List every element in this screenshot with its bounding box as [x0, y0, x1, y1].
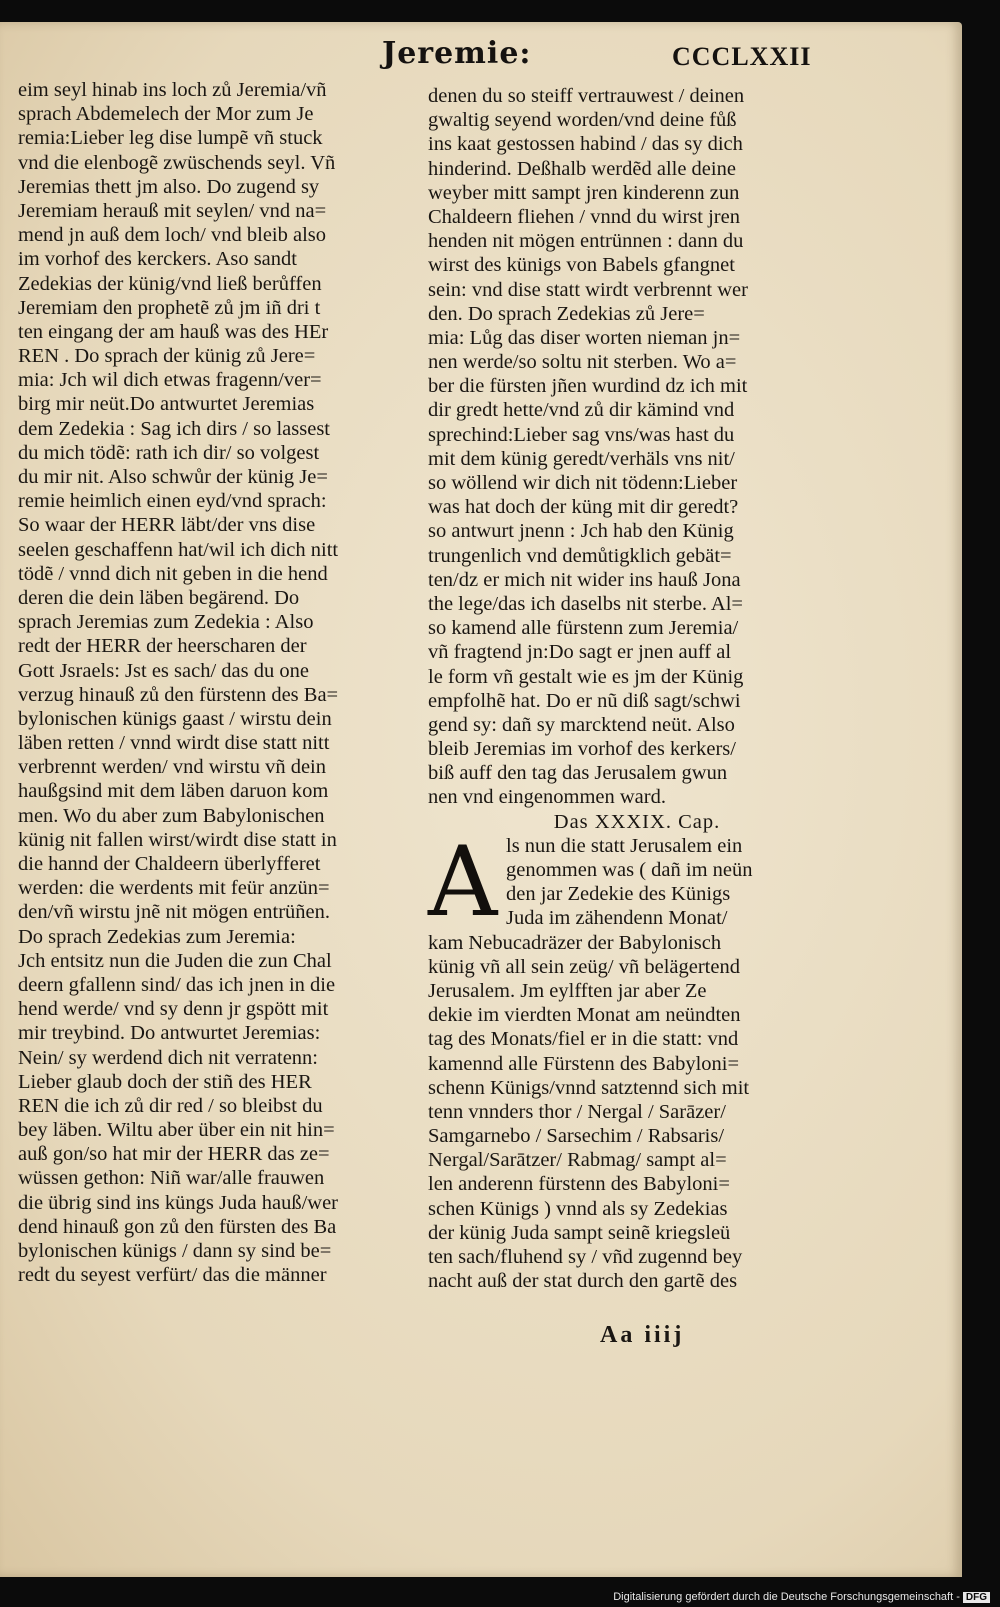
text-line: mit dem künig geredt/verhäls vns nit/ — [428, 447, 735, 470]
text-line: kamennd alle Fürstenn des Babyloni= — [428, 1052, 740, 1075]
text-line: mir treybind. Do antwurtet Jeremias: — [18, 1022, 321, 1045]
text-line: deern gfallenn sind/ das ich jnen in die — [18, 973, 336, 996]
digitization-footer — [613, 1591, 990, 1603]
drop-cap-initial: A — [428, 825, 498, 938]
text-line: künig nit fallen wirst/wirdt dise statt in — [18, 828, 337, 851]
text-line: denen du so steiff vertrauwest / deinen — [428, 85, 745, 107]
text-line: redt du seyest verfürt/ das die männer — [18, 1264, 327, 1287]
text-line: die übrig sind ins küngs Juda hauß/wer — [18, 1191, 338, 1214]
chapter-opening — [428, 825, 806, 1294]
text-line: ls nun die statt Jerusalem ein — [506, 834, 743, 857]
text-line: auß gon/so hat mir der HERR das ze= — [18, 1143, 330, 1166]
text-line: Jeremias thett jm also. Do zugend sy — [18, 175, 320, 198]
text-line: Nergal/Sarātzer/ Rabmag/ sampt al= — [428, 1149, 727, 1172]
text-line: Gott Jsraels: Jst es sach/ das du one — [18, 659, 309, 682]
text-line: Samgarnebo / Sarsechim / Rabsaris/ — [428, 1125, 725, 1148]
text-line: dem Zedekia : Sag ich dirs / so lassest — [18, 417, 330, 440]
text-line: bey läben. Wiltu aber über ein nit hin= — [18, 1119, 335, 1142]
text-line: vnd die elenbogẽ zwüschends seyl. Vñ — [18, 151, 336, 174]
text-line: le form vñ gestalt wie es jm der Künig — [428, 665, 744, 688]
text-line: im vorhof des kerckers. Aso sandt — [18, 248, 297, 271]
text-line: ins kaat gestossen habind / das sy dich — [428, 133, 743, 156]
text-line: nacht auß der stat durch den gartẽ des — [428, 1270, 738, 1293]
text-line: trungenlich vnd demůtigklich gebät= — [428, 544, 732, 567]
text-line: ten eingang der am hauß was des HEr — [18, 320, 329, 343]
text-line: wirst des künigs von Babels gfangnet — [428, 254, 735, 277]
text-line: men. Wo du aber zum Babylonischen — [18, 804, 325, 827]
text-line: was hat doch der küng mit dir geredt? — [428, 496, 739, 519]
text-line: hend werde/ vnd sy denn jr gspött mit — [18, 998, 329, 1021]
text-line: remia:Lieber leg dise lumpẽ vñ stuck — [18, 127, 323, 150]
text-line: Lieber glaub doch der stiñ des HER — [18, 1070, 312, 1093]
text-line: schen Künigs ) vnnd als sy Zedekias — [428, 1197, 728, 1220]
text-line: gend sy: dañ sy marcktend neüt. Also — [428, 713, 735, 736]
text-line: birg mir neüt.Do antwurtet Jeremias — [18, 393, 315, 416]
text-line: empfolhẽ hat. Do er nũ diß sagt/schwi — [428, 689, 741, 712]
text-line: bleib Jeremias im vorhof des kerkers/ — [428, 738, 736, 761]
text-line: genommen was ( dañ im neün — [506, 859, 753, 881]
text-line: Nein/ sy werdend dich nit verratenn: — [18, 1046, 319, 1069]
dfg-logo: DFG — [963, 1592, 990, 1603]
text-line: bylonischen künigs / dann sy sind be= — [18, 1240, 332, 1262]
text-line: remie heimlich einen eyd/vnd sprach: — [18, 490, 327, 513]
text-line: künig vñ all sein zeüg/ vñ belägertend — [428, 955, 740, 978]
text-line: ten/dz er mich nit wider ins hauß Jona — [428, 568, 741, 591]
text-line: eim seyl hinab ins loch zů Jeremia/vñ — [18, 79, 327, 101]
text-line: So waar der HERR läbt/der vns dise — [18, 514, 316, 537]
text-line: sprach Abdemelech der Mor zum Je — [18, 103, 314, 126]
text-line: Juda im zähendenn Monat/ — [506, 907, 728, 930]
text-line: tag des Monats/fiel er in die statt: vnd — [428, 1028, 739, 1051]
right-column-top-text — [428, 84, 806, 810]
text-line: dend hinauß gon zů den fürsten des Ba — [18, 1215, 337, 1238]
text-line: seelen geschaffenn hat/wil ich dich nitt — [18, 538, 339, 561]
text-line: so kamend alle fürstenn zum Jeremia/ — [428, 617, 739, 640]
text-line: werden: die werdents mit feür anzün= — [18, 877, 330, 900]
text-line: deren die dein läben begärend. Do — [18, 586, 300, 609]
text-line: redt der HERR der heerscharen der — [18, 635, 307, 658]
text-line: haußgsind mit dem läben daruon kom — [18, 780, 329, 803]
text-line: vñ fragtend jn:Do sagt er jnen auff al — [428, 641, 732, 664]
text-line: wüssen gethon: Niñ war/alle frauwen — [18, 1167, 325, 1190]
text-line: den jar Zedekie des Künigs — [506, 883, 731, 906]
text-line: dekie im vierdten Monat am neündten — [428, 1004, 741, 1027]
text-line: tödẽ / vnnd dich nit geben in die hend — [18, 562, 328, 585]
text-line: sprechind:Lieber sag vns/was hast du — [428, 423, 735, 446]
text-line: hinderind. Deßhalb werdẽd alle deine — [428, 157, 736, 180]
text-line: mia: Jch wil dich etwas fragenn/ver= — [18, 369, 322, 392]
text-line: sein: vnd dise statt wirdt verbrennt wer — [428, 278, 748, 301]
text-line: len anderenn fürstenn des Babyloni= — [428, 1173, 730, 1196]
text-line: schenn Künigs/vnnd satztennd sich mit — [428, 1076, 750, 1099]
folio-number: CCCLXXII — [672, 42, 812, 71]
text-line: Jeremiam den prophetẽ zů jm iñ dri t — [18, 296, 321, 319]
text-line: mia: Lůg das diser worten nieman jn= — [428, 326, 741, 349]
chapter-heading: Das XXXIX. Cap. — [553, 810, 721, 833]
text-line: Jerusalem. Jm eylfften jar aber Ze — [428, 979, 707, 1002]
text-line: REN . Do sprach der künig zů Jere= — [18, 345, 316, 368]
text-line: so wöllend wir dich nit tödenn:Lieber — [428, 472, 738, 494]
text-line: so antwurt jnenn : Jch hab den Künig — [428, 520, 734, 543]
right-text-column — [428, 84, 806, 1293]
text-line: Chaldeern fliehen / vnnd du wirst jren — [428, 205, 740, 228]
text-line: Zedekias der künig/vnd ließ berůffen — [18, 272, 322, 295]
text-line: REN die ich zů dir red / so bleibst du — [18, 1094, 323, 1117]
text-line: weyber mitt sampt jren kinderenn zun — [428, 181, 740, 204]
text-line: tenn vnnders thor / Nergal / Sarāzer/ — [428, 1100, 726, 1123]
footer-text: Digitalisierung gefördert durch die Deutsche Forschungsgemeinschaft - — [613, 1591, 960, 1603]
text-line: Do sprach Zedekias zum Jeremia: — [18, 925, 296, 948]
text-line: ten sach/fluhend sy / vñd zugennd bey — [428, 1246, 743, 1268]
signature-mark: Aa iiij — [600, 1322, 685, 1348]
text-line: du mir nit. Also schwůr der künig Je= — [18, 466, 328, 488]
text-line: nen vnd eingenommen ward. — [428, 786, 666, 809]
text-line: kam Nebucadräzer der Babylonisch — [428, 931, 722, 954]
text-line: sprach Jeremias zum Zedekia : Also — [18, 611, 314, 634]
text-line: Jeremiam herauß mit seylen/ vnd na= — [18, 199, 327, 222]
text-line: den/vñ wirstu jnẽ nit mögen entrüñen. — [18, 901, 330, 924]
left-text-column — [18, 78, 410, 1287]
text-line: den. Do sprach Zedekias zů Jere= — [428, 302, 705, 325]
text-line: gwaltig seyend worden/vnd deine fůß — [428, 109, 737, 132]
text-line: henden nit mögen entrünnen : dann du — [428, 230, 744, 253]
text-line: bylonischen künigs gaast / wirstu dein — [18, 707, 332, 730]
text-line: läben retten / vnnd wirdt dise statt nitt — [18, 732, 330, 755]
text-line: the lege/das ich daselbs nit sterbe. Al= — [428, 592, 743, 615]
text-line: die hannd der Chaldeern überlyfferet — [18, 853, 321, 875]
text-line: ber die fürsten jñen wurdind dz ich mit — [428, 375, 748, 398]
text-line: du mich tödẽ: rath ich dir/ so volgest — [18, 441, 320, 464]
text-line: biß auff den tag das Jerusalem gwun — [428, 762, 728, 785]
text-line: verzug hinauß zů den fürstenn des Ba= — [18, 683, 339, 706]
text-line: Jch entsitz nun die Juden die zun Chal — [18, 949, 332, 972]
text-line: der künig Juda sampt seinẽ kriegsleü — [428, 1221, 731, 1244]
text-line: mend jn auß dem loch/ vnd bleib also — [18, 224, 327, 247]
text-line: dir gredt hette/vnd zů dir kämind vnd — [428, 399, 735, 422]
book-page — [0, 22, 962, 1577]
text-line: nen werde/so soltu nit sterben. Wo a= — [428, 351, 737, 374]
running-title: Jeremie: — [382, 36, 532, 71]
text-line: verbrennt werden/ vnd wirstu vñ dein — [18, 756, 326, 779]
